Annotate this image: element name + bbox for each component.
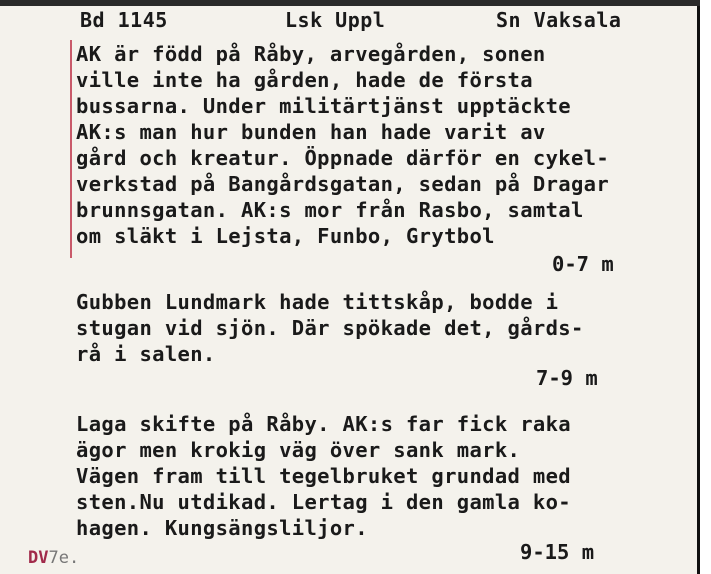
p1-line-3: bussarna. Under militärtjänst upptäckte [76,94,571,118]
p1-line-2: ville inte ha gården, hade de första [76,68,533,92]
p3-line-2: ägor men krokig väg över sank mark. [76,438,521,462]
p1-time: 0-7 m [552,252,614,276]
archive-code: DV [28,548,49,568]
p1-line-7: brunnsgatan. AK:s mor från Rasbo, samtal [76,198,584,222]
p1-line-4: AK:s man hur bunden han hade varit av [76,120,546,144]
p1-line-5: gård och kreatur. Öppnade därför en cykel- [76,146,610,170]
p2-line-2: stugan vid sjön. Där spökade det, gårds- [76,316,584,340]
header-sn: Sn Vaksala [496,8,622,32]
margin-red-line [70,40,72,258]
p2-time: 7-9 m [536,366,598,390]
header-bd: Bd 1145 [80,8,168,32]
p1-line-8: om släkt i Lejsta, Funbo, Grytbol [76,224,495,248]
p3-line-3: Vägen fram till tegelbruket grundad med [76,464,571,488]
header-lsk: Lsk Uppl [285,8,386,32]
p3-time: 9-15 m [520,540,595,564]
p3-line-5: hagen. Kungsängsliljor. [76,516,368,540]
p1-line-6: verkstad på Bangårdsgatan, sedan på Dragar [76,172,610,196]
p3-line-1: Laga skifte på Råby. AK:s far fick raka [76,412,571,436]
p3-line-4: sten.Nu utdikad. Lertag i den gamla ko- [76,490,571,514]
card-top-edge [0,0,700,6]
p2-line-3: rå i salen. [76,342,216,366]
archive-marking [28,548,79,568]
archive-suffix: 7e. [48,548,80,568]
p1-line-1: AK är född på Råby, arvegården, sonen [76,42,546,66]
p2-line-1: Gubben Lundmark hade tittskåp, bodde i [76,290,559,314]
